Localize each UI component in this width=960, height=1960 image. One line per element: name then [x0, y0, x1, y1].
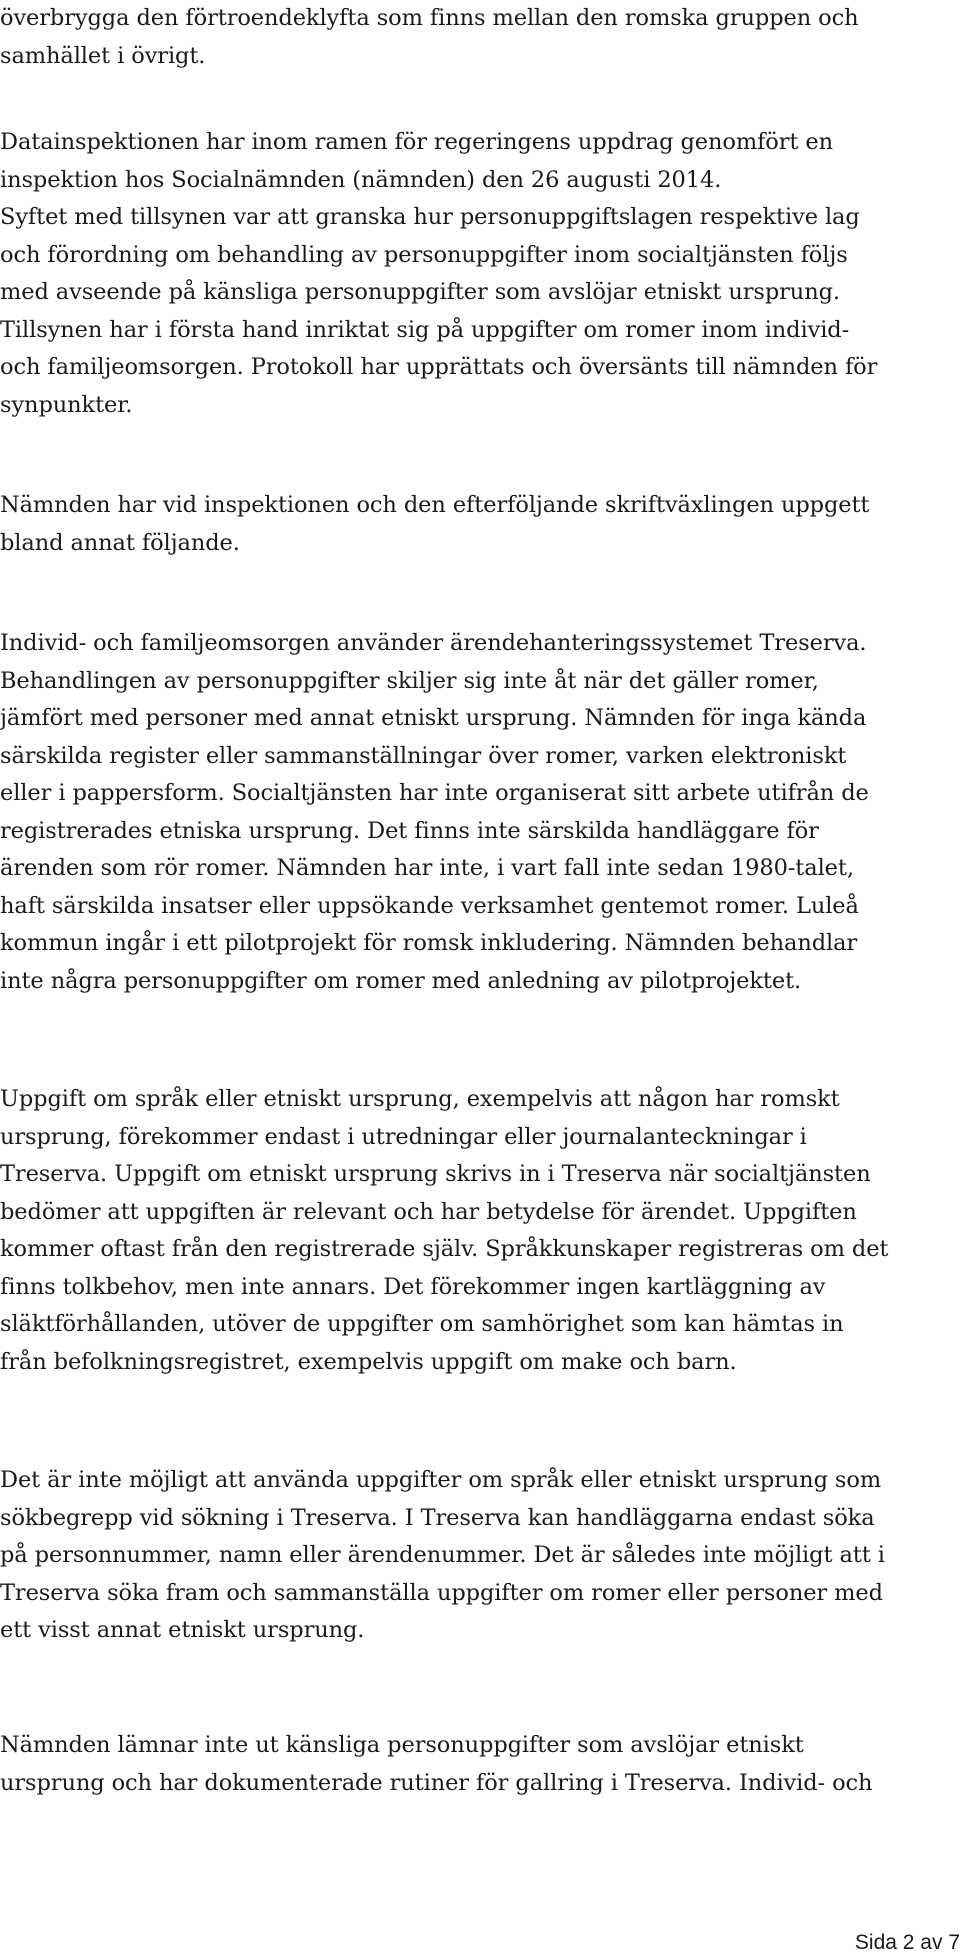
paragraph-5: Uppgift om språk eller etniskt ursprung, exempelvis att någon har romskt ursprung, förekommer endast i utredningar eller journalanteckningar i Treserva. Uppgift om etniskt ursprung skrivs in i Treserva när socialtjänsten bedömer att uppgiften är relevant och har betydelse för ärendet. Uppgiften kommer oftast från den registrerade själv. Språkkunskaper registreras om det finns tolkbehov, men inte annars. Det förekommer ingen kartläggning av släktförhållanden, utöver de uppgifter om samhörighet som kan hämtas in från befolkningsregistret, exempelvis uppgift om make och barn. [0, 1086, 889, 1375]
paragraph-4: Individ- och familjeomsorgen använder ärendehanteringssystemet Treserva. Behandlingen av personuppgifter skiljer sig inte åt när det gäller romer, jämfört med personer med annat etniskt ursprung. Nämnden för inga kända särskilda register eller sammanställningar över romer, varken elektroniskt eller i pappersform. Socialtjänsten har inte organiserat sitt arbete utifrån de registrerades etniska ursprung. Det finns inte särskilda handläggare för ärenden som rör romer. Nämnden har inte, i vart fall inte sedan 1980-talet, haft särskilda insatser eller uppsökande verksamhet gentemot romer. Luleå kommun ingår i ett pilotprojekt för romsk inkludering. Nämnden behandlar inte några personuppgifter om romer med anledning av pilotprojektet. [0, 630, 869, 994]
paragraph-7: Nämnden lämnar inte ut känsliga personuppgifter som avslöjar etniskt ursprung och har dokumenterade rutiner för gallring i Treserva. Individ- och [0, 1732, 873, 1796]
paragraph-1: överbrygga den förtroendeklyfta som finns mellan den romska gruppen och samhället i övrigt. [0, 5, 859, 69]
page-number: Sida 2 av 7 [854, 1931, 960, 1954]
paragraph-2: Datainspektionen har inom ramen för regeringens uppdrag genomfört en inspektion hos Socialnämnden (nämnden) den 26 augusti 2014. Syftet med tillsynen var att granska hur personuppgiftslagen respektive lag och förordning om behandling av personuppgifter inom socialtjänsten följs med avseende på känsliga personuppgifter som avslöjar etniskt ursprung. Tillsynen har i första hand inriktat sig på uppgifter om romer inom individ- och familjeomsorgen. Protokoll har upprättats och översänts till nämnden för synpunkter. [0, 129, 878, 418]
paragraph-3: Nämnden har vid inspektionen och den efterföljande skriftväxlingen uppgett bland annat följande. [0, 492, 870, 556]
paragraph-6: Det är inte möjligt att använda uppgifter om språk eller etniskt ursprung som sökbegrepp vid sökning i Treserva. I Treserva kan handläggarna endast söka på personnummer, namn eller ärendenummer. Det är således inte möjligt att i Treserva söka fram och sammanställa uppgifter om romer eller personer med ett visst annat etniskt ursprung. [0, 1467, 885, 1643]
